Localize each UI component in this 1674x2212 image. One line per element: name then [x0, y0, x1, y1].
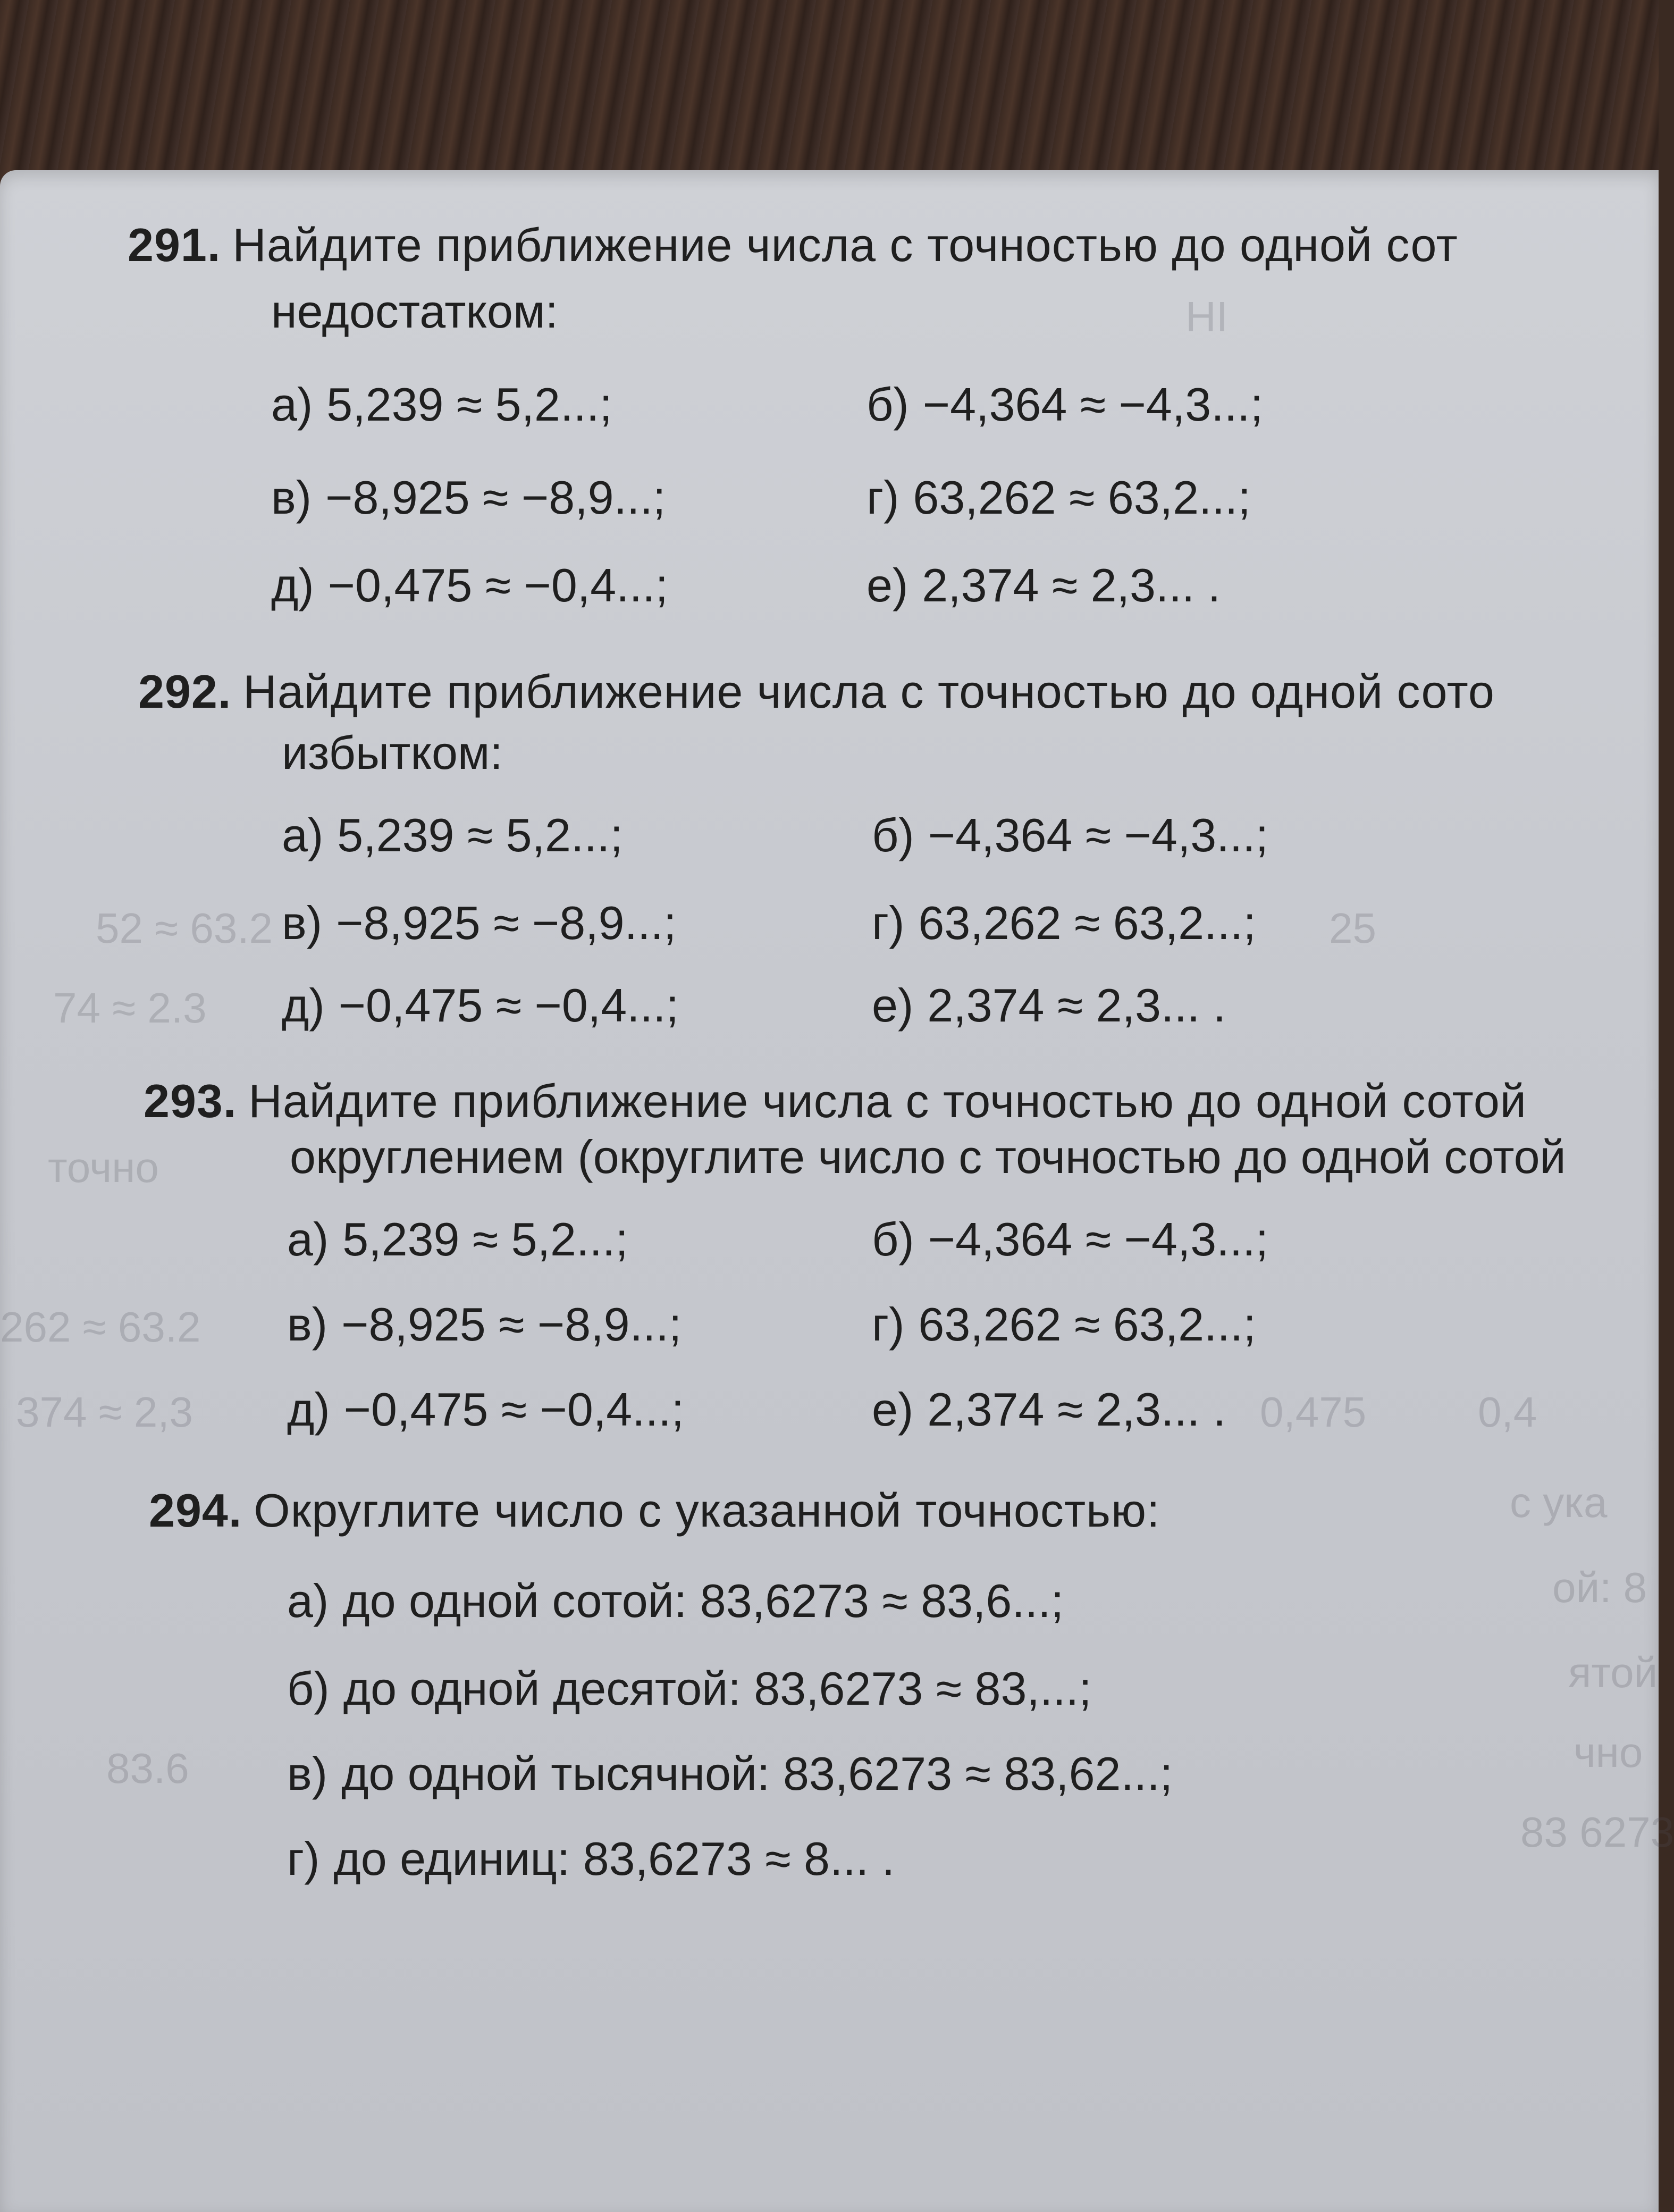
problem-293-item-b: б) −4,364 ≈ −4,3...; — [872, 1213, 1269, 1266]
bleed-through-text: 0,475 — [1260, 1388, 1367, 1436]
bleed-through-text: 83 6273 — [1520, 1808, 1674, 1856]
problem-293-item-g: г) 63,262 ≈ 63,2...; — [872, 1298, 1256, 1351]
problem-text: Найдите приближение числа с точностью до одной сот — [232, 219, 1458, 271]
problem-291-item-v: в) −8,925 ≈ −8,9...; — [271, 471, 666, 524]
problem-text: Округлите число с указанной точностью: — [254, 1484, 1160, 1537]
problem-291-heading — [128, 218, 1458, 272]
bleed-through-text: 52 ≈ 63.2 — [96, 904, 273, 952]
problem-number: 291. — [128, 219, 221, 271]
problem-number: 292. — [138, 665, 232, 718]
problem-294-item-v: в) до одной тысячной: 83,6273 ≈ 83,62...; — [287, 1747, 1173, 1800]
problem-292-item-g: г) 63,262 ≈ 63,2...; — [872, 896, 1256, 949]
problem-text: Найдите приближение числа с точностью до одной сото — [243, 665, 1495, 718]
problem-293-item-a: а) 5,239 ≈ 5,2...; — [287, 1213, 628, 1266]
problem-291-item-a: а) 5,239 ≈ 5,2...; — [271, 378, 612, 431]
problem-number: 294. — [149, 1484, 242, 1537]
problem-291-item-e: е) 2,374 ≈ 2,3... . — [867, 559, 1221, 611]
bleed-through-text: с ука — [1510, 1479, 1608, 1526]
problem-294-item-b: б) до одной десятой: 83,6273 ≈ 83,...; — [287, 1662, 1092, 1715]
problem-292-item-d: д) −0,475 ≈ −0,4...; — [282, 979, 679, 1032]
problem-293-heading — [144, 1074, 1527, 1128]
bleed-through-text: точно — [48, 1144, 159, 1191]
bleed-through-text: 74 ≈ 2.3 — [53, 984, 207, 1032]
bleed-through-text: ой: 8 — [1552, 1564, 1647, 1611]
problem-291-continuation: недостатком: — [271, 285, 558, 338]
problem-292-continuation: избытком: — [282, 726, 503, 779]
problem-292-item-a: а) 5,239 ≈ 5,2...; — [282, 809, 623, 861]
bleed-through-text: чно — [1574, 1729, 1643, 1776]
problem-294-item-g: г) до единиц: 83,6273 ≈ 8... . — [287, 1832, 895, 1885]
bleed-through-text: 0,4 — [1478, 1388, 1537, 1436]
problem-293-continuation: округлением (округлите число с точностью до одной сотой — [290, 1130, 1566, 1183]
bleed-through-text: ятой — [1568, 1649, 1658, 1696]
problem-294-item-a: а) до одной сотой: 83,6273 ≈ 83,6...; — [287, 1574, 1064, 1627]
problem-292-heading — [138, 665, 1495, 719]
problem-291-item-g: г) 63,262 ≈ 63,2...; — [867, 471, 1251, 524]
bleed-through-text: НІ — [1185, 293, 1228, 340]
textbook-page — [0, 170, 1674, 2212]
problem-293-item-v: в) −8,925 ≈ −8,9...; — [287, 1298, 682, 1351]
problem-292-item-b: б) −4,364 ≈ −4,3...; — [872, 809, 1269, 861]
bleed-through-text: 25 — [1329, 904, 1376, 952]
problem-293-item-e: е) 2,374 ≈ 2,3... . — [872, 1383, 1226, 1436]
problem-292-item-e: е) 2,374 ≈ 2,3... . — [872, 979, 1226, 1032]
problem-291-item-b: б) −4,364 ≈ −4,3...; — [867, 378, 1264, 431]
bleed-through-text: 262 ≈ 63.2 — [0, 1303, 201, 1351]
bleed-through-text: 374 ≈ 2,3 — [16, 1388, 194, 1436]
problem-291-item-d: д) −0,475 ≈ −0,4...; — [271, 559, 668, 611]
problem-293-item-d: д) −0,475 ≈ −0,4...; — [287, 1383, 684, 1436]
problem-294-heading — [149, 1484, 1160, 1538]
problem-number: 293. — [144, 1075, 237, 1127]
problem-text: Найдите приближение числа с точностью до одной сотой — [248, 1075, 1527, 1127]
problem-292-item-v: в) −8,925 ≈ −8,9...; — [282, 896, 677, 949]
bleed-through-text: 83.6 — [106, 1745, 189, 1792]
